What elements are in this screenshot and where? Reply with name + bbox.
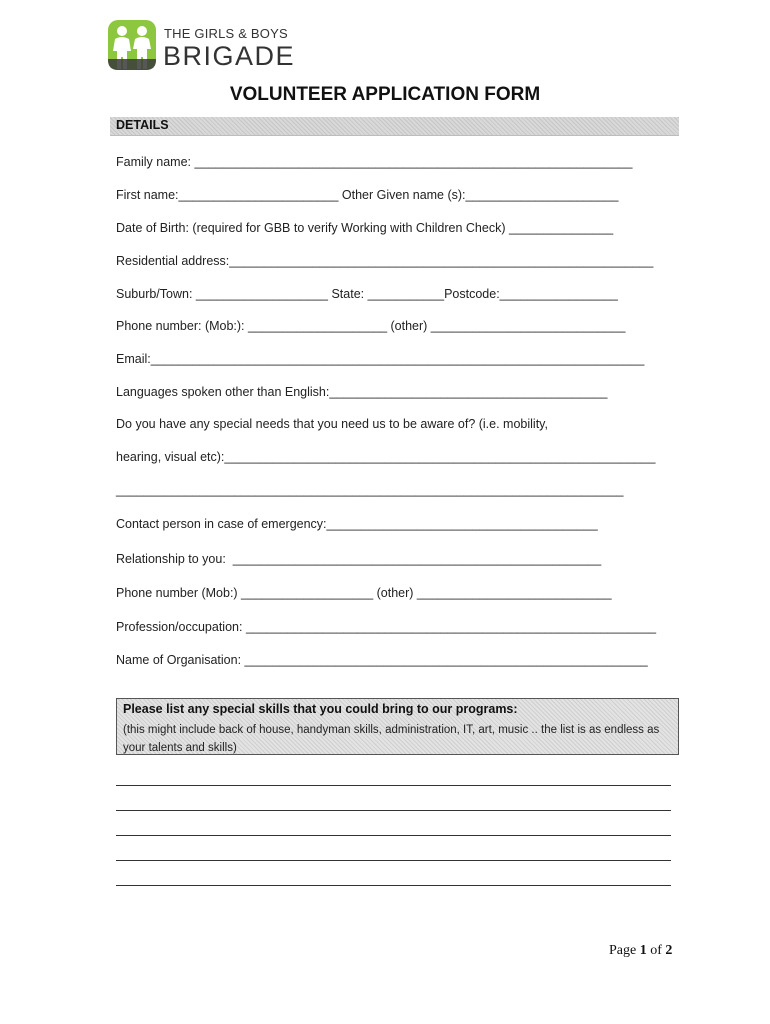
first-name-field[interactable]: First name:_______________________ Other Given name (s):______________________ — [116, 188, 619, 202]
skills-answer-line[interactable] — [116, 835, 671, 836]
email-field[interactable]: Email:_______________________________________________________________________ — [116, 352, 645, 366]
page-total: 2 — [665, 943, 673, 958]
special-skills-description: (this might include back of house, handyman skills, administration, IT, art, music .. the list is as endless as your talents and skills) — [123, 724, 660, 754]
skills-answer-line[interactable] — [116, 810, 671, 811]
page-prefix: Page — [609, 943, 640, 958]
logo-top-text: THE GIRLS & BOYS — [164, 26, 288, 41]
family-name-field[interactable]: Family name: _______________________________________________________________ — [116, 155, 633, 169]
profession-field[interactable]: Profession/occupation: ___________________________________________________________ — [116, 620, 657, 634]
relationship-field[interactable]: Relationship to you: _____________________________________________________ — [116, 552, 602, 566]
details-section-header — [110, 117, 679, 136]
languages-field[interactable]: Languages spoken other than English:________________________________________ — [116, 385, 608, 399]
special-skills-title: Please list any special skills that you could bring to our programs: — [123, 702, 518, 716]
logo-main-text: BRIGADE — [163, 41, 296, 71]
emergency-contact-field[interactable]: Contact person in case of emergency:_______________________________________ — [116, 517, 598, 531]
special-skills-box — [116, 698, 679, 755]
date-of-birth-field[interactable]: Date of Birth: (required for GBB to verify Working with Children Check) _______________ — [116, 221, 614, 235]
page-current: 1 — [639, 943, 647, 958]
details-header-label: DETAILS — [116, 118, 169, 132]
organisation-field[interactable]: Name of Organisation: __________________________________________________________ — [116, 653, 648, 667]
special-needs-label: Do you have any special needs that you need us to be aware of? (i.e. mobility, — [116, 417, 548, 431]
form-title: VOLUNTEER APPLICATION FORM — [229, 84, 541, 105]
special-needs-extra-line[interactable]: _________________________________________________________________________ — [116, 483, 624, 497]
emergency-phone-field[interactable]: Phone number (Mob:) ___________________ (other) ____________________________ — [116, 586, 612, 600]
suburb-state-postcode-field[interactable]: Suburb/Town: ___________________ State: ___________Postcode:_________________ — [116, 287, 618, 301]
page-of: of — [646, 943, 666, 958]
page-number — [609, 943, 672, 959]
skills-answer-line[interactable] — [116, 860, 671, 861]
phone-number-field[interactable]: Phone number: (Mob:): ____________________ (other) ____________________________ — [116, 319, 626, 333]
logo-emblem-icon — [107, 19, 159, 73]
brigade-logo — [107, 19, 307, 73]
residential-address-field[interactable]: Residential address:_____________________________________________________________ — [116, 254, 654, 268]
special-needs-field[interactable]: hearing, visual etc):______________________________________________________________ — [116, 450, 656, 464]
skills-answer-line[interactable] — [116, 885, 671, 886]
skills-answer-line[interactable] — [116, 785, 671, 786]
